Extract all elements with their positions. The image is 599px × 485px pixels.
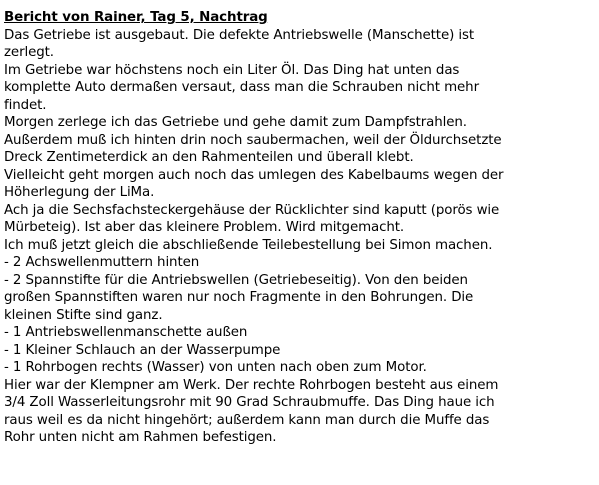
paragraph — [4, 27, 596, 62]
paragraph — [4, 167, 596, 202]
text-line: raus weil es da nicht hingehört; außerdem kann man durch die Muffe das — [4, 412, 490, 428]
paragraph — [4, 272, 596, 325]
paragraph — [4, 62, 596, 115]
text-line: - 1 Antriebswellenmanschette außen — [4, 325, 248, 340]
text-line: - 2 Spannstifte für die Antriebswellen (Getriebeseitig). Von den beiden — [4, 272, 468, 288]
text-line: komplette Auto dermaßen versaut, dass man die Schrauben nicht mehr — [4, 80, 479, 95]
text-line: Ach ja die Sechsfachsteckergehäuse der Rücklichter sind kaputt (porös wie — [4, 202, 500, 218]
paragraph — [4, 237, 596, 255]
text-line: Das Getriebe ist ausgebaut. Die defekte Antriebswelle (Manschette) ist — [4, 27, 475, 43]
paragraph — [4, 342, 596, 360]
paragraph — [4, 324, 596, 342]
text-line: Ich muß jetzt gleich die abschließende Teilebestellung bei Simon machen. — [4, 237, 493, 253]
paragraph — [4, 377, 596, 447]
paragraph — [4, 254, 596, 272]
text-line: Mürbeteig). Ist aber das kleinere Problem. Wird mitgemacht. — [4, 220, 405, 235]
text-line: findet. — [4, 97, 47, 113]
text-line: Vielleicht geht morgen auch noch das umlegen des Kabelbaums wegen der — [4, 167, 504, 183]
text-line: - 1 Kleiner Schlauch an der Wasserpumpe — [4, 342, 281, 358]
text-line: - 1 Rohrbogen rechts (Wasser) von unten nach oben zum Motor. — [4, 360, 427, 375]
text-line: Dreck Zentimeterdick an den Rahmenteilen und überall klebt. — [4, 150, 414, 165]
text-line: Im Getriebe war höchstens noch ein Liter Öl. Das Ding hat unten das — [4, 62, 460, 78]
text-line: großen Spannstiften waren nur noch Fragmente in den Bohrungen. Die — [4, 290, 474, 305]
text-line: kleinen Stifte sind ganz. — [4, 307, 163, 323]
text-line: Rohr unten nicht am Rahmen befestigen. — [4, 430, 277, 445]
paragraph — [4, 359, 596, 377]
paragraph — [4, 114, 596, 167]
text-line: zerlegt. — [4, 45, 54, 60]
text-line: - 2 Achswellenmuttern hinten — [4, 255, 200, 270]
paragraph-list — [4, 27, 596, 447]
text-line: Morgen zerlege ich das Getriebe und gehe damit zum Dampfstrahlen. — [4, 115, 467, 130]
text-line: Hier war der Klempner am Werk. Der rechte Rohrbogen besteht aus einem — [4, 377, 499, 393]
text-line: Höherlegung der LiMa. — [4, 185, 155, 200]
document-title: Bericht von Rainer, Tag 5, Nachtrag — [4, 10, 268, 25]
document-body — [4, 9, 596, 447]
text-line: Außerdem muß ich hinten drin noch saubermachen, weil der Öldurchsetzte — [4, 132, 502, 148]
paragraph — [4, 202, 596, 237]
text-line: 3/4 Zoll Wasserleitungsrohr mit 90 Grad Schraubmuffe. Das Ding haue ich — [4, 395, 495, 410]
